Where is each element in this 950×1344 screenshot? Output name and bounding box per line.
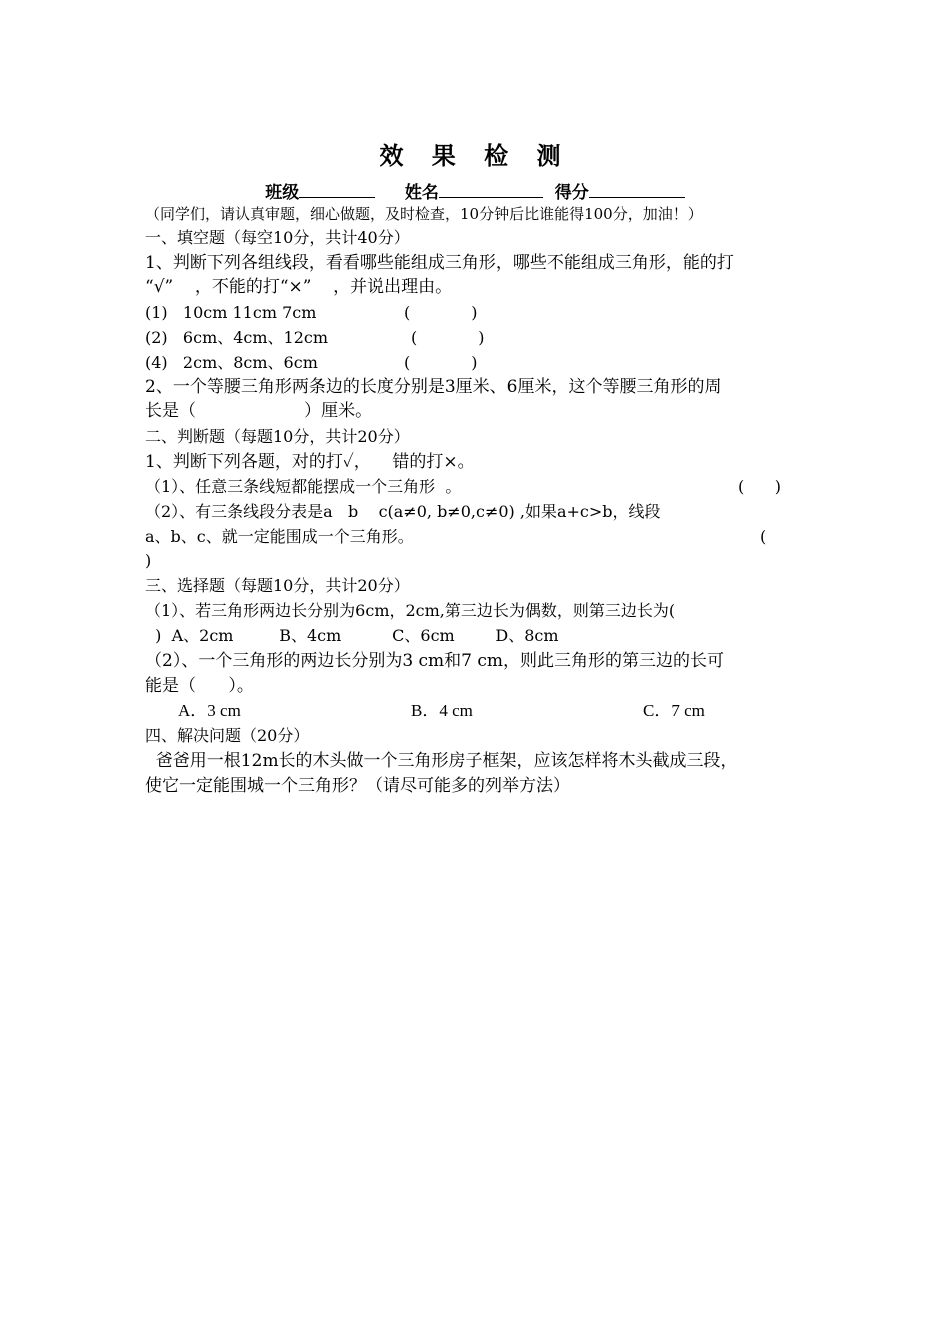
section1-heading: 一、填空题（每空10分，共计40分） [145,228,410,247]
section1-item-2-answer[interactable]: ( ) [411,328,485,347]
section2-intro: 1、判断下列各题，对的打✓， 错的打×。 [145,452,475,472]
section1-q1-line2: “√” ，不能的打“×” ，并说出理由。 [145,277,453,297]
student-info-header [0,178,950,203]
section2-item-1-answer[interactable]: ( ) [738,477,781,496]
section3-option-a[interactable]: A．3 cm [178,701,241,720]
section1-q2-line1: 2、一个等腰三角形两条边的长度分别是3厘米、6厘米，这个等腰三角形的周 [145,377,722,397]
name-label: 姓名 [404,183,439,203]
class-label: 班级 [265,183,300,203]
section4-line1: 爸爸用一根12m长的木头做一个三角形房子框架，应该怎样将木头截成三段， [145,751,738,771]
section1-q1-line1: 1、判断下列各组线段，看看哪些能组成三角形，哪些不能组成三角形，能的打 [145,253,734,273]
section1-item-3: (4) 2cm、8cm、6cm [145,353,318,372]
name-blank[interactable] [439,181,543,198]
section2-heading: 二、判断题（每题10分，共计20分） [145,427,410,446]
section3-q2-line2: 能是（ ）。 [145,676,254,696]
section3-option-c[interactable]: C．7 cm [643,701,705,720]
score-label: 得分 [554,183,589,203]
section1-item-1: (1) 10cm 11cm 7cm [145,303,317,322]
section1-q2-line2: 长是（ ）厘米。 [145,401,373,421]
section1-item-3-answer[interactable]: ( ) [404,353,478,372]
section3-option-b[interactable]: B．4 cm [411,701,473,720]
section2-item-2-answer-open[interactable]: ( [760,527,767,546]
section3-heading: 三、选择题（每题10分，共计20分） [145,576,410,595]
page-title: 效 果 检 测 [379,141,571,170]
section2-item-1: （1）、任意三条线短都能摆成一个三角形 。 [145,477,462,496]
section2-item-2-line1: （2）、有三条线段分表是a b c(a≠0, b≠0,c≠0) ,如果a+c>b，线段 [145,502,661,521]
section3-q2-line1: （2）、一个三角形的两边长分别为3 cm和7 cm，则此三角形的第三边的长可 [145,651,725,671]
section4-line2: 使它一定能围城一个三角形？（请尽可能多的列举方法） [145,776,570,796]
intro-text: （同学们，请认真审题，细心做题，及时检查，10分钟后比谁能得100分，加油！） [145,205,703,223]
section1-item-2: (2) 6cm、4cm、12cm [145,328,329,347]
section2-item-2-line2: a、b、c、就一定能围成一个三角形。 [145,527,414,546]
section4-heading: 四、解决问题（20分） [145,726,310,745]
class-blank[interactable] [299,181,375,198]
score-blank[interactable] [589,181,685,198]
section1-item-1-answer[interactable]: ( ) [404,303,478,322]
section3-q1-line2: ) A、2cm B、4cm C、6cm D、8cm [145,626,559,645]
section2-item-2-answer-close: ) [145,551,152,570]
section3-q1-line1: （1）、若三角形两边长分别为6cm，2cm,第三边长为偶数，则第三边长为( [145,601,676,620]
